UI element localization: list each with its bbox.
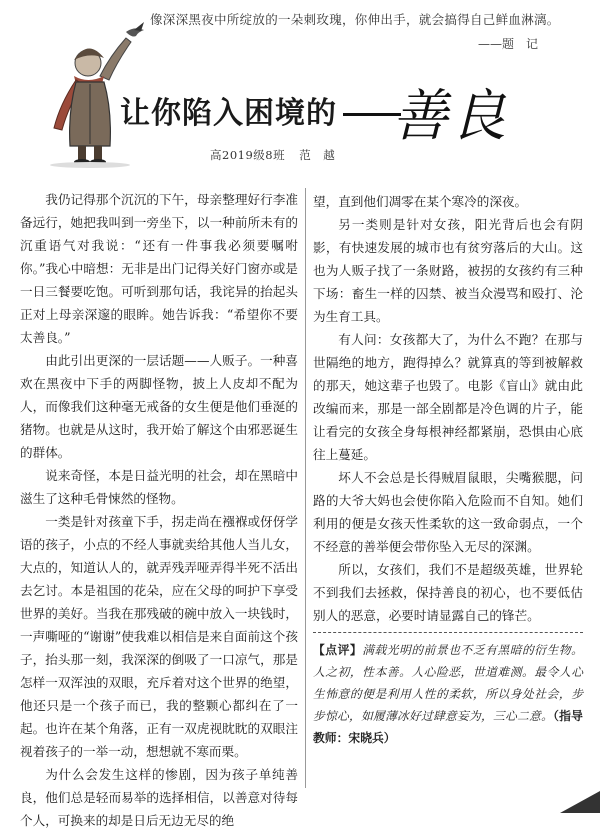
left-column xyxy=(20,188,298,832)
paragraph: 所以，女孩们，我们不是超级英雄，世界轮不到我们去拯救，保持善良的初心，也不要低估别人的恶意，必要时请显露自己的锋芒。 xyxy=(313,562,583,623)
paragraph: 我仍记得那个沉沉的下午，母亲整理好行李准备远行，她把我叫到一旁坐下，以一种前所未有的沉重语气对我说：“还有一件事我必须要嘱咐你。”我心中暗想：无非是出门记得关好门窗亦或是一日三餐要吃饱。可听到那句话，我诧异的抬起头正对上母亲深邃的眼眸。她告诉我：“希望你不要太善良。” xyxy=(20,192,298,345)
review-text: 满载光明的前景也不乏有黑暗的衍生物。人之初，性本善。人心险恶，世道难测。最令人心生怖意的便是利用人性的柔软，所以身处社会，步步惊心，如履薄冰好过肆意妄为，三心二意。 xyxy=(313,643,583,723)
paragraph: 坏人不会总是长得贼眉鼠眼，尖嘴猴腮，问路的大爷大妈也会使你陷入危险而不自知。她们利用的便是女孩天性柔软的这一致命弱点，一个不经意的善举便会带你坠入无尽的深渊。 xyxy=(313,470,583,554)
title-main: 让你陷入困境的 xyxy=(120,96,337,131)
byline-name: 范 越 xyxy=(299,148,336,162)
column-divider xyxy=(305,188,306,788)
paragraph: 一类是针对孩童下手，拐走尚在襁褓或伢伢学语的孩子，小点的不经人事就卖给其他人当儿女，大点的，知道认人的，就弄残弄哑弄得半死不活出去乞讨。本是祖国的花朵，应在父母的呵护下享受世界的美好。当我在那残破的碗中放入一块钱时，一声嘶哑的“谢谢”使我难以相信是来自面前这个孩子，抬头那一刻，我深深的倒吸了一口凉气，那是怎样一双浑浊的双眼，充斥着对这个世界的绝望，他还只是一个孩子而已，我的整颗心都纠在了一起。也许在某个角落，正有一双虎视眈眈的双眼注视着孩子的一举一动，想想就不寒而栗。 xyxy=(20,514,298,759)
page-corner-decoration xyxy=(560,791,600,813)
paragraph: 为什么会发生这样的惨剧，因为孩子单纯善良，他们总是轻而易举的选择相信，以善意对待每个人，可换来的却是日后无边无尽的绝 xyxy=(20,767,298,828)
title-emphasis: 善良 xyxy=(392,84,508,149)
paragraph: 说来奇怪，本是日益光明的社会，却在黑暗中滋生了这种毛骨悚然的怪物。 xyxy=(20,468,298,506)
review-teacher: （指导教师：宋晓兵） xyxy=(313,709,583,745)
article-title xyxy=(120,88,405,132)
right-column xyxy=(313,190,583,627)
byline-class: 高2019级8班 xyxy=(210,148,286,162)
paragraph: 由此引出更深的一层话题——人贩子。一种喜欢在黑夜中下手的两脚怪物，披上人皮却不配为人，而像我们这种毫无戒备的女生便是他们垂涎的猪物。也就是从这时，我开始了解这个由邪恶诞生的群体。 xyxy=(20,353,298,460)
review-label: 【点评】 xyxy=(313,643,363,657)
paragraph: 有人问：女孩都大了，为什么不跑？在那与世隔绝的地方，跑得掉么？就算真的等到被解救的那天，她这辈子也毁了。电影《盲山》就由此改编而来，那是一部全剧都是冷色调的片子，能让看完的女孩全身每根神经都紧崩，恐惧由心底往上蔓延。 xyxy=(313,332,583,462)
epigraph-source: ——题 记 xyxy=(478,37,539,51)
paragraph-continued: 望，直到他们凋零在某个寒冷的深夜。 xyxy=(313,194,528,209)
paragraph: 另一类则是针对女孩，阳光背后也会有阴影，有快速发展的城市也有贫穷落后的大山。这也为人贩子找了一条财路，被拐的女孩约有三种下场：畜生一样的囚禁、被当众漫骂和殴打、沦为生育工具。 xyxy=(313,217,583,324)
review-box xyxy=(313,632,583,749)
epigraph-text: 像深深黑夜中所绽放的一朵刺玫瑰，你伸出手，就会搞得自己鲜血淋漓。 xyxy=(150,12,560,27)
byline xyxy=(210,147,345,163)
